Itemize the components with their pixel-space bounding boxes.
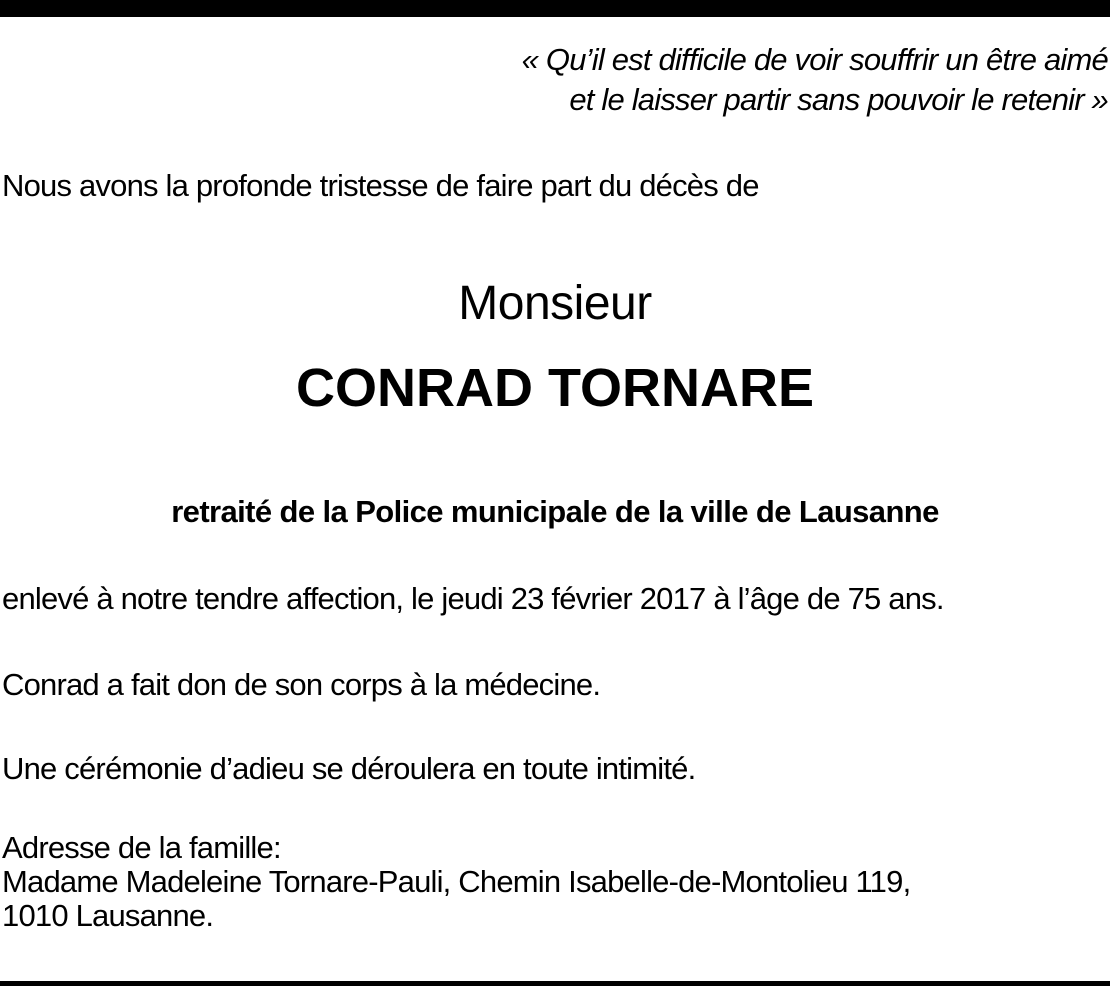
address-heading: Adresse de la famille: [2, 830, 281, 865]
deceased-name: CONRAD TORNARE [295, 358, 814, 418]
honorific: Monsieur [458, 277, 652, 330]
quote-line-2: et le laisser partir sans pouvoir le retenir » [569, 82, 1108, 117]
deceased-role: retraité de la Police municipale de la ville de Lausanne [171, 494, 939, 529]
address-line-2: 1010 Lausanne. [2, 898, 214, 933]
donation-notice: Conrad a fait don de son corps à la médecine. [2, 667, 601, 702]
top-border-rule [0, 0, 1110, 17]
intro-text: Nous avons la profonde tristesse de faire part du décès de [2, 168, 759, 203]
death-notice: enlevé à notre tendre affection, le jeudi 23 février 2017 à l’âge de 75 ans. [2, 581, 944, 616]
ceremony-notice: Une cérémonie d’adieu se déroulera en toute intimité. [2, 751, 696, 786]
family-address [2, 831, 910, 933]
bottom-border-rule [0, 981, 1110, 986]
address-line-1: Madame Madeleine Tornare-Pauli, Chemin Isabelle-de-Montolieu 119, [2, 864, 911, 899]
epigraph-quote [208, 40, 1108, 120]
quote-line-1: « Qu’il est difficile de voir souffrir un être aimé [521, 42, 1108, 77]
